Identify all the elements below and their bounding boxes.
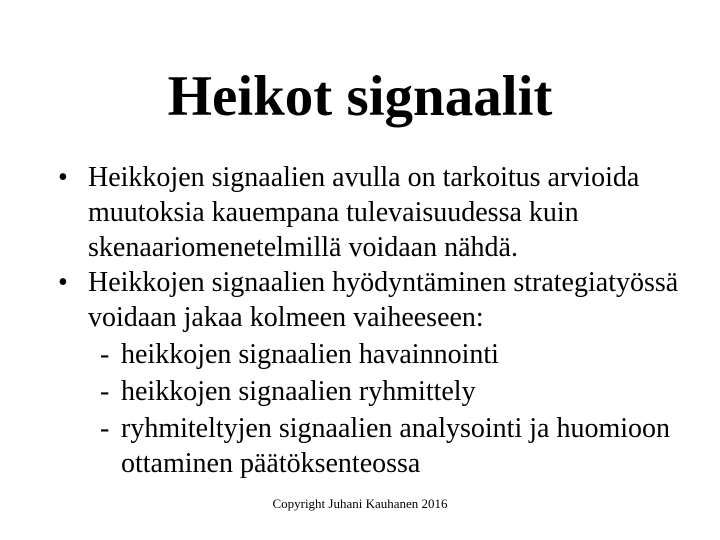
- sub-item-text: heikkojen signaalien ryhmittely: [121, 376, 476, 407]
- bullet-marker: •: [58, 267, 68, 298]
- sub-list-item: [100, 411, 698, 481]
- sub-list-item: [100, 337, 698, 372]
- sub-item-text: heikkojen signaalien havainnointi: [121, 339, 499, 370]
- sub-list-item: [100, 374, 698, 409]
- copyright-footer: Copyright Juhani Kauhanen 2016: [272, 496, 448, 511]
- dash-marker: -: [100, 376, 110, 407]
- dash-marker: -: [100, 339, 110, 370]
- bullet-marker: •: [58, 162, 68, 193]
- slide-title: Heikot signaalit: [167, 65, 553, 128]
- bullet-item: [58, 265, 698, 335]
- bullet-list: [58, 160, 698, 481]
- bullet-item: [58, 160, 698, 265]
- bullet-text: Heikkojen signaalien avulla on tarkoitus arvioida muutoksia kauempana tulevaisuudessa kuin skenaariomenetelmillä voidaan nähdä.: [88, 162, 640, 263]
- dash-marker: -: [100, 413, 110, 444]
- bullet-text: Heikkojen signaalien hyödyntäminen strategiatyössä voidaan jakaa kolmeen vaiheeseen:: [88, 267, 679, 333]
- sub-item-text: ryhmiteltyjen signaalien analysointi ja huomioon ottaminen päätöksenteossa: [121, 413, 671, 479]
